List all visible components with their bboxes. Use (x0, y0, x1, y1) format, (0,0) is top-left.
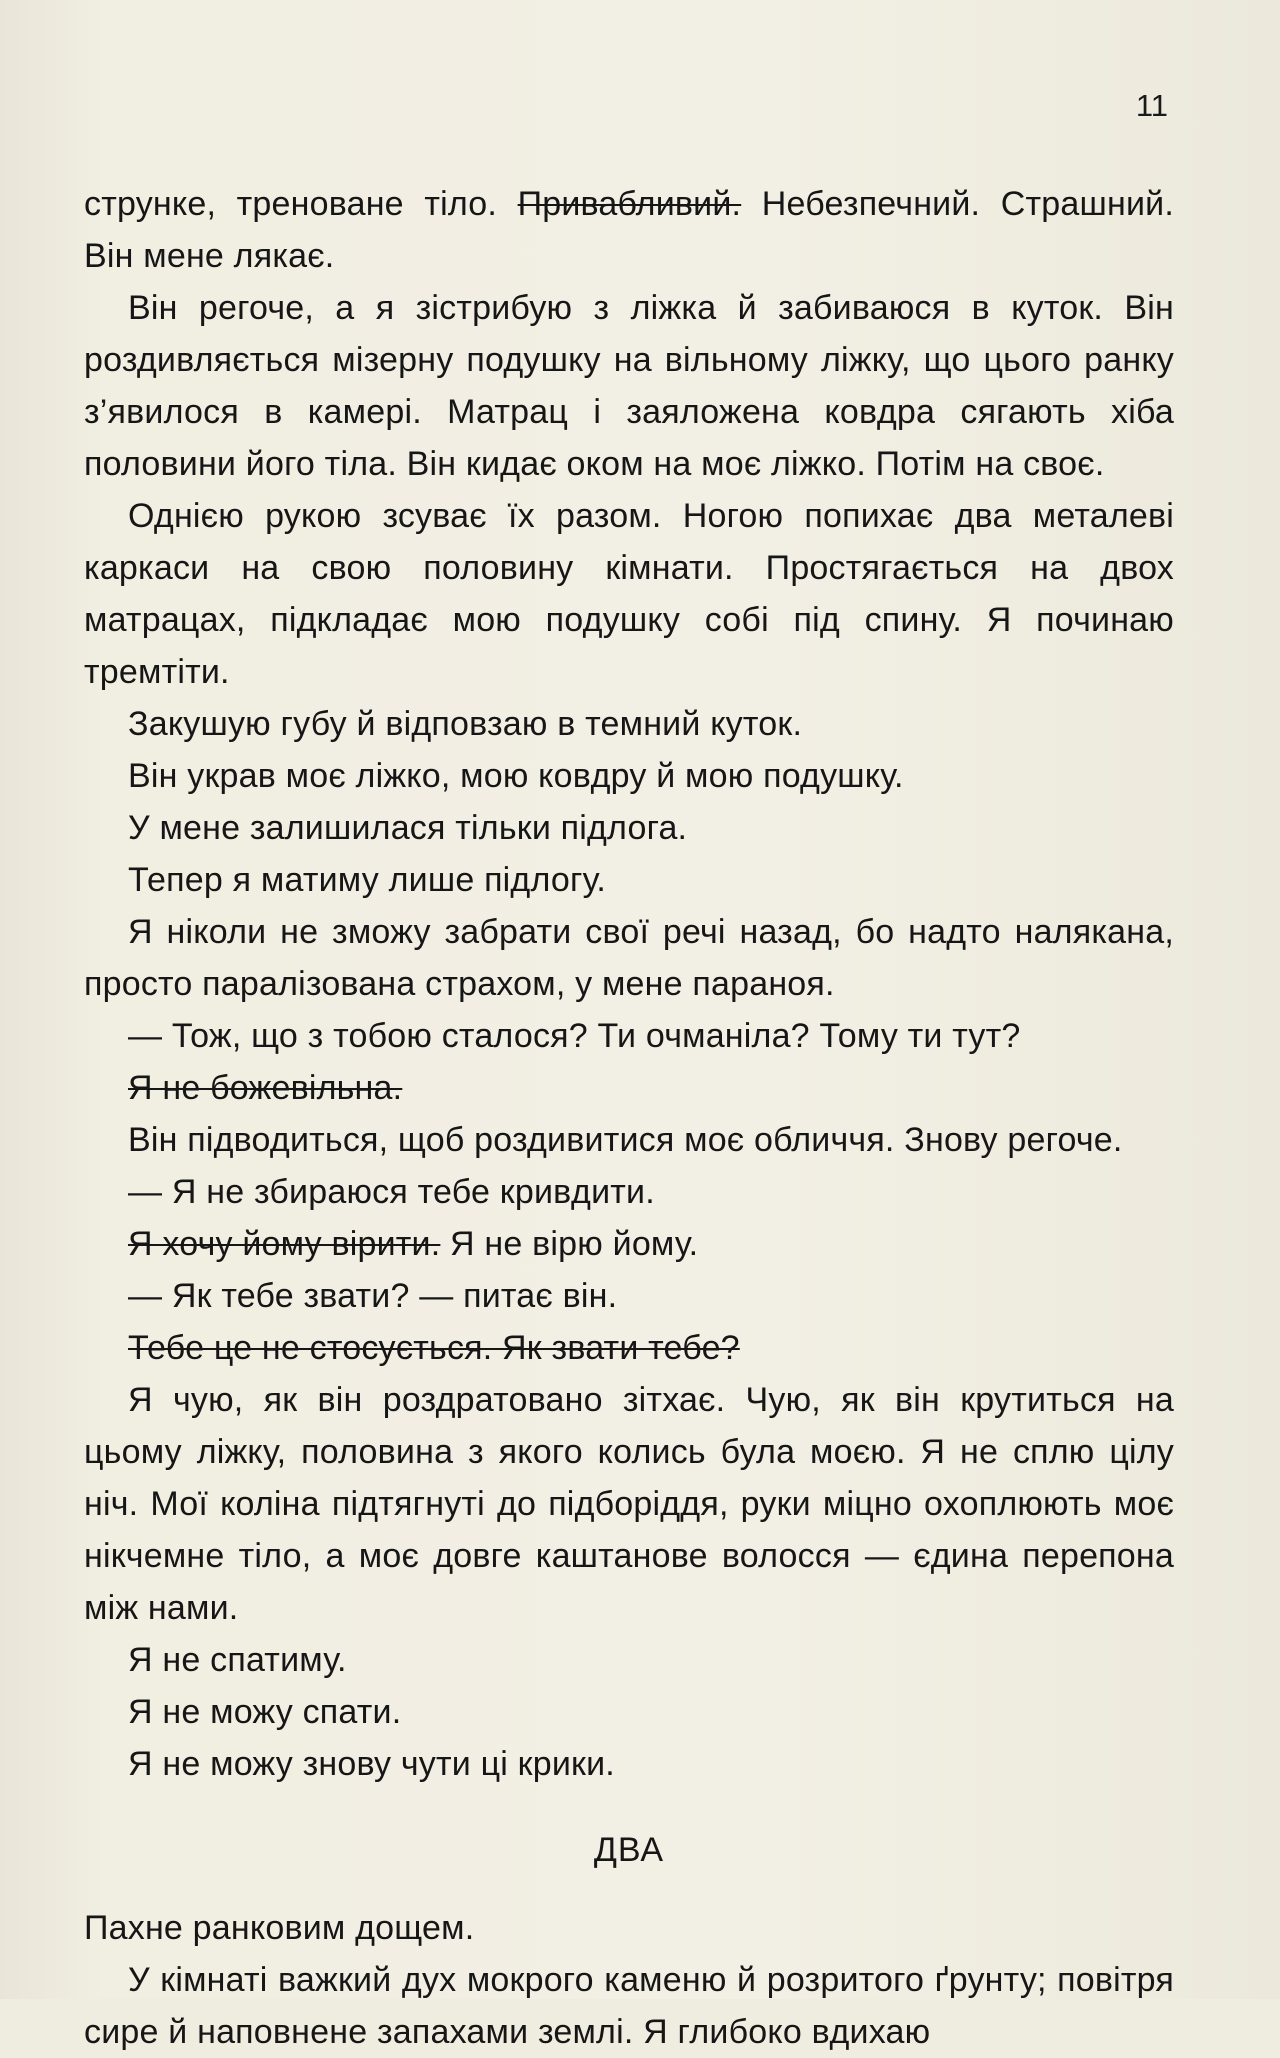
paragraph: У мене залишилася тільки підлога. (128, 809, 688, 847)
text-span: струнке, треноване тіло. (84, 185, 518, 223)
dialogue-line: — Як тебе звати? — питає він. (128, 1277, 618, 1315)
paragraph (84, 178, 1174, 282)
paragraph: Тепер я матиму лише підлогу. (128, 861, 607, 899)
chapter-title: ДВА (593, 1831, 665, 1869)
paragraph: Закушую губу й відповзаю в темний куток. (128, 705, 803, 743)
page-number: 11 (1135, 88, 1168, 123)
paragraph: У кімнаті важкий дух мокрого каменю й розритого ґрунту; повітря сире й наповнене запахами землі. Я глибоко вдихаю (84, 1961, 1174, 2051)
paragraph (84, 1062, 1174, 1114)
paragraph: Він регоче, а я зістрибую з ліжка й забиваюся в куток. Він роздивляється мізерну подушку на вільному ліжку, що цього ранку з’явилося в камері. Матрац і заяложена ковдра сягають хіба половини його тіла. Він кидає оком на моє ліжко. Потім на своє. (84, 289, 1174, 483)
dialogue-line: — Тож, що з тобою сталося? Ти очманіла? Тому ти тут? (128, 1017, 1021, 1055)
paragraph: Пахне ранковим дощем. (84, 1909, 475, 1947)
struck-text: Привабливий. (517, 185, 742, 223)
paragraph: Я не спатиму. (128, 1641, 347, 1679)
paragraph: Він украв моє ліжко, мою ковдру й мою подушку. (128, 757, 904, 795)
paragraph: Я ніколи не зможу забрати свої речі назад, бо надто налякана, просто паралізована страхом, у мене параноя. (84, 913, 1174, 1003)
paragraph: Я чую, як він роздратовано зітхає. Чую, як він крутиться на цьому ліжку, половина з якого колись була моєю. Я не сплю цілу ніч. Мої коліна підтягнуті до підборіддя, руки міцно охоплюють моє нікчемне тіло, а моє довге каштанове волосся — єдина перепона між нами. (84, 1381, 1174, 1627)
struck-text: Я не божевільна. (128, 1069, 403, 1107)
text-span: Я не вірю йому. (440, 1225, 699, 1263)
struck-text: Я хочу йому вірити. (128, 1225, 441, 1263)
paragraph: Він підводиться, щоб роздивитися моє обличчя. Знову регоче. (128, 1121, 1123, 1159)
paragraph: Однією рукою зсуває їх разом. Ногою попихає два металеві каркаси на свою половину кімнати. Простягається на двох матрацах, підкладає мою подушку собі під спину. Я починаю тремтіти. (84, 497, 1174, 691)
paragraph: Я не можу знову чути ці крики. (128, 1745, 615, 1783)
page-text (84, 178, 1174, 2058)
struck-text: Тебе це не стосується. Як звати тебе? (128, 1329, 740, 1367)
text-span: Небезпечний. Страшний. Він мене лякає. (84, 185, 1174, 275)
paragraph (84, 1218, 1174, 1270)
paragraph (84, 1322, 1174, 1374)
paragraph: Я не можу спати. (128, 1693, 402, 1731)
dialogue-line: — Я не збираюся тебе кривдити. (128, 1173, 655, 1211)
